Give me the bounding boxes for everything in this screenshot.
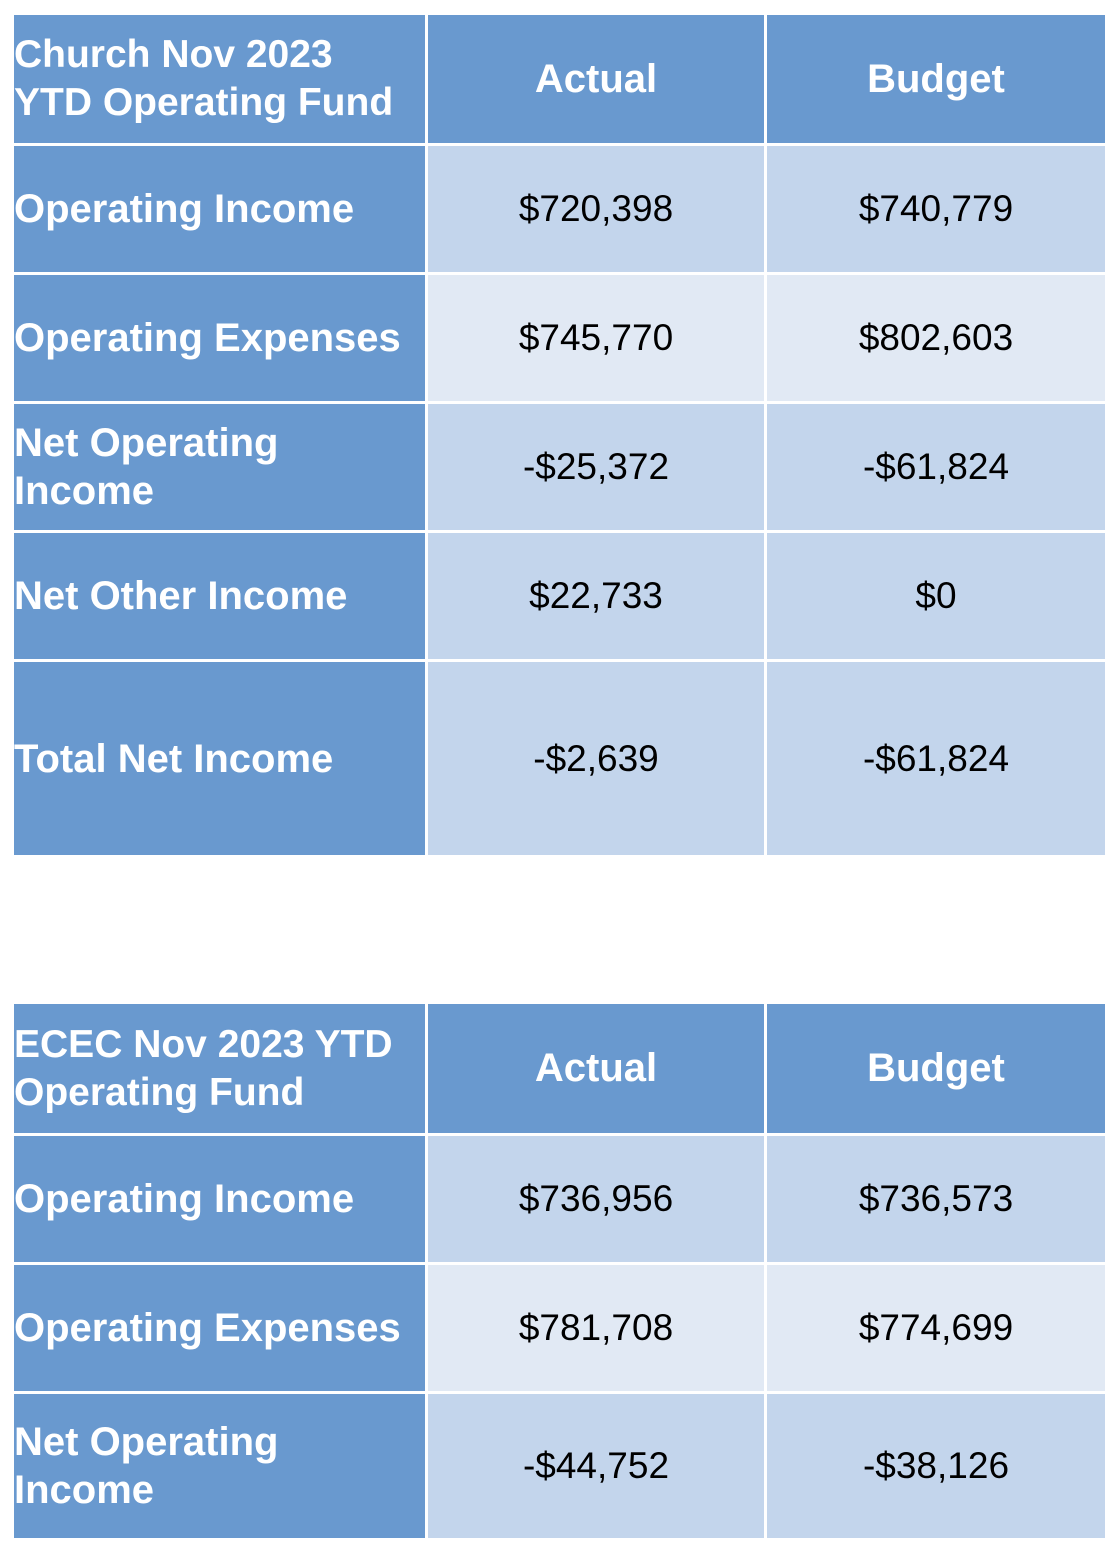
actual-value: $720,398: [427, 145, 766, 274]
budget-value: $774,699: [766, 1264, 1107, 1393]
row-label: [13, 145, 427, 274]
table-row: [13, 532, 1107, 661]
row-label: [13, 661, 427, 857]
actual-value: -$44,752: [427, 1393, 766, 1540]
table-row: [13, 661, 1107, 857]
table-row: [13, 145, 1107, 274]
row-label-line: Net Operating: [14, 1420, 279, 1464]
table-title-line: ECEC Nov 2023 YTD: [14, 1022, 393, 1066]
budget-value: $802,603: [766, 274, 1107, 403]
actual-value: $781,708: [427, 1264, 766, 1393]
budget-value: -$61,824: [766, 661, 1107, 857]
table-header-row: [13, 14, 1107, 145]
church-operating-fund-table: [11, 12, 1108, 858]
row-label-line: Operating Expenses: [14, 316, 401, 360]
row-label-line: Net Other Income: [14, 574, 348, 618]
actual-value: -$2,639: [427, 661, 766, 857]
table-title: [13, 1003, 427, 1135]
row-label: [13, 274, 427, 403]
table-row: [13, 1135, 1107, 1264]
column-header-actual: Actual: [427, 1003, 766, 1135]
row-label: [13, 1264, 427, 1393]
ecec-operating-fund-table: [11, 1001, 1108, 1541]
table-header-row: [13, 1003, 1107, 1135]
actual-value: -$25,372: [427, 403, 766, 532]
table-row: [13, 274, 1107, 403]
table-title-line: YTD Operating Fund: [14, 81, 394, 124]
column-header-budget: Budget: [766, 14, 1107, 145]
budget-value: -$38,126: [766, 1393, 1107, 1540]
row-label-line: Total Net Income: [14, 736, 334, 781]
row-label-line: Operating Expenses: [14, 1306, 401, 1350]
row-label-line: Operating Income: [14, 187, 355, 231]
table-row: [13, 1264, 1107, 1393]
row-label: [13, 532, 427, 661]
budget-value: $0: [766, 532, 1107, 661]
row-label-line: Operating Income: [14, 1177, 355, 1221]
actual-value: $22,733: [427, 532, 766, 661]
actual-value: $745,770: [427, 274, 766, 403]
table-title-line: Church Nov 2023: [14, 33, 333, 76]
budget-value: $736,573: [766, 1135, 1107, 1264]
row-label: [13, 403, 427, 532]
row-label-line: Net Operating: [14, 421, 279, 465]
table-row: [13, 403, 1107, 532]
column-header-actual: Actual: [427, 14, 766, 145]
table-row: [13, 1393, 1107, 1540]
row-label-line: Income: [14, 469, 155, 513]
column-header-budget: Budget: [766, 1003, 1107, 1135]
table-title-line: Operating Fund: [14, 1070, 305, 1114]
table-title: [13, 14, 427, 145]
row-label: [13, 1135, 427, 1264]
row-label: [13, 1393, 427, 1540]
budget-value: $740,779: [766, 145, 1107, 274]
row-label-line: Income: [14, 1468, 155, 1512]
actual-value: $736,956: [427, 1135, 766, 1264]
budget-value: -$61,824: [766, 403, 1107, 532]
